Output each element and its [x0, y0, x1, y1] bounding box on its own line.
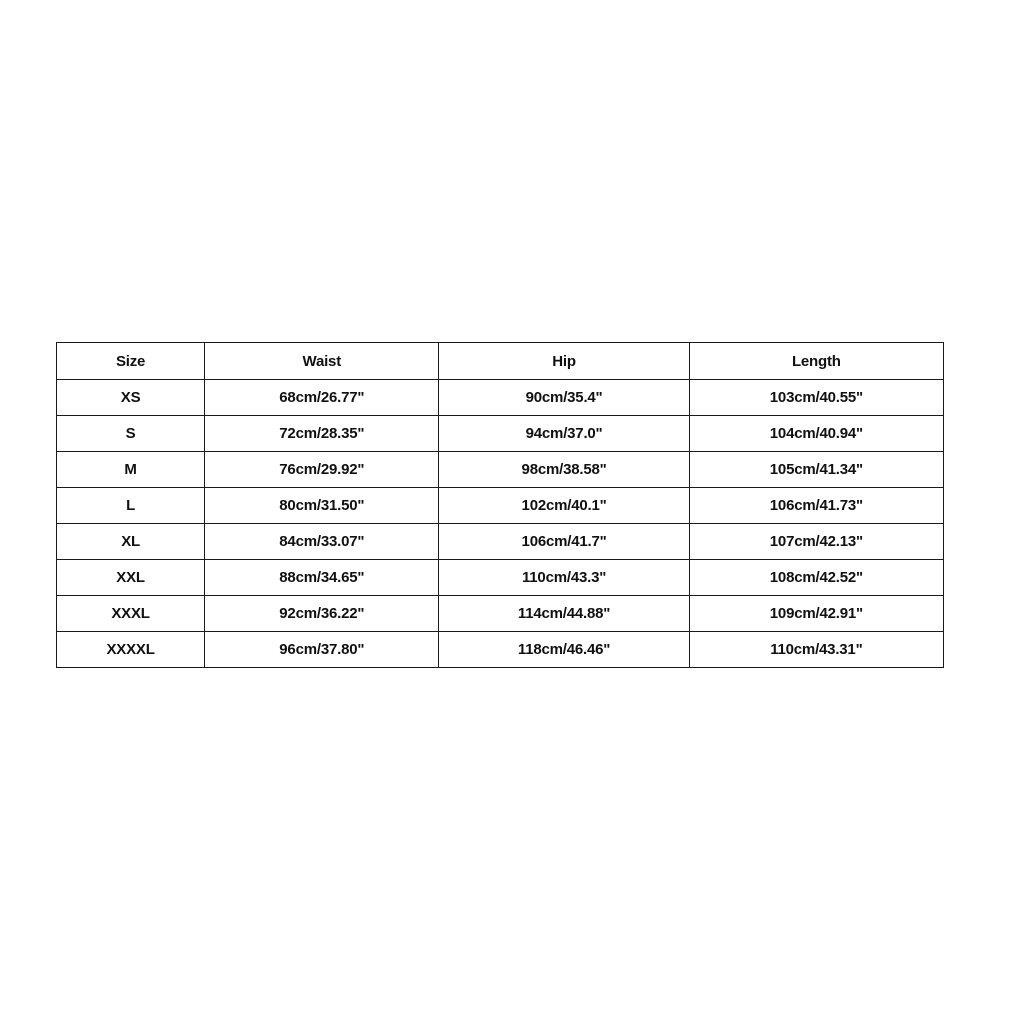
cell-size: XS [57, 380, 205, 416]
cell-waist: 68cm/26.77" [205, 380, 439, 416]
header-length: Length [689, 343, 943, 380]
size-chart-table [56, 342, 944, 668]
table-row [57, 632, 944, 668]
cell-hip: 98cm/38.58" [439, 452, 689, 488]
cell-length: 110cm/43.31" [689, 632, 943, 668]
cell-hip: 106cm/41.7" [439, 524, 689, 560]
table-row [57, 488, 944, 524]
cell-size: XL [57, 524, 205, 560]
cell-length: 103cm/40.55" [689, 380, 943, 416]
table-row [57, 416, 944, 452]
table-row [57, 380, 944, 416]
cell-size: XXXL [57, 596, 205, 632]
cell-length: 108cm/42.52" [689, 560, 943, 596]
cell-hip: 118cm/46.46" [439, 632, 689, 668]
cell-length: 105cm/41.34" [689, 452, 943, 488]
cell-hip: 90cm/35.4" [439, 380, 689, 416]
cell-hip: 102cm/40.1" [439, 488, 689, 524]
cell-hip: 114cm/44.88" [439, 596, 689, 632]
table-header-row [57, 343, 944, 380]
cell-waist: 96cm/37.80" [205, 632, 439, 668]
cell-length: 104cm/40.94" [689, 416, 943, 452]
cell-waist: 72cm/28.35" [205, 416, 439, 452]
cell-size: M [57, 452, 205, 488]
cell-waist: 84cm/33.07" [205, 524, 439, 560]
table-row [57, 596, 944, 632]
header-hip: Hip [439, 343, 689, 380]
cell-waist: 92cm/36.22" [205, 596, 439, 632]
cell-size: XXL [57, 560, 205, 596]
cell-waist: 88cm/34.65" [205, 560, 439, 596]
cell-size: L [57, 488, 205, 524]
cell-size: XXXXL [57, 632, 205, 668]
cell-size: S [57, 416, 205, 452]
table-row [57, 452, 944, 488]
header-size: Size [57, 343, 205, 380]
cell-hip: 110cm/43.3" [439, 560, 689, 596]
cell-length: 109cm/42.91" [689, 596, 943, 632]
table-row [57, 524, 944, 560]
cell-length: 107cm/42.13" [689, 524, 943, 560]
table-row [57, 560, 944, 596]
cell-waist: 80cm/31.50" [205, 488, 439, 524]
cell-length: 106cm/41.73" [689, 488, 943, 524]
header-waist: Waist [205, 343, 439, 380]
cell-hip: 94cm/37.0" [439, 416, 689, 452]
cell-waist: 76cm/29.92" [205, 452, 439, 488]
